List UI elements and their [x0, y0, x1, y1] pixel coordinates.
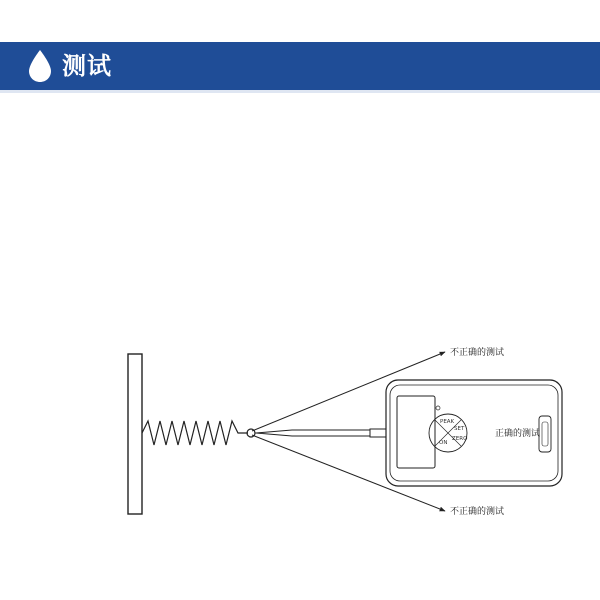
section-header	[0, 42, 600, 93]
key-zero-label: ZERO	[452, 436, 468, 442]
label-incorrect-top: 不正确的测试	[450, 348, 505, 358]
water-drop-icon	[27, 49, 53, 83]
correct-usage-diagram	[0, 330, 600, 530]
key-on-label: ON	[439, 440, 448, 446]
side-button	[539, 416, 551, 452]
key-set-label: SET	[454, 426, 465, 432]
label-correct: 正确的测试	[495, 429, 541, 439]
section-title: 测试	[62, 52, 112, 80]
key-peak-label: PEAK	[440, 419, 455, 425]
wall-plate	[128, 354, 142, 514]
rod-connector	[370, 429, 386, 437]
label-incorrect-bottom: 不正确的测试	[450, 507, 505, 517]
spring	[142, 421, 248, 445]
push-pull-rod	[256, 430, 370, 436]
